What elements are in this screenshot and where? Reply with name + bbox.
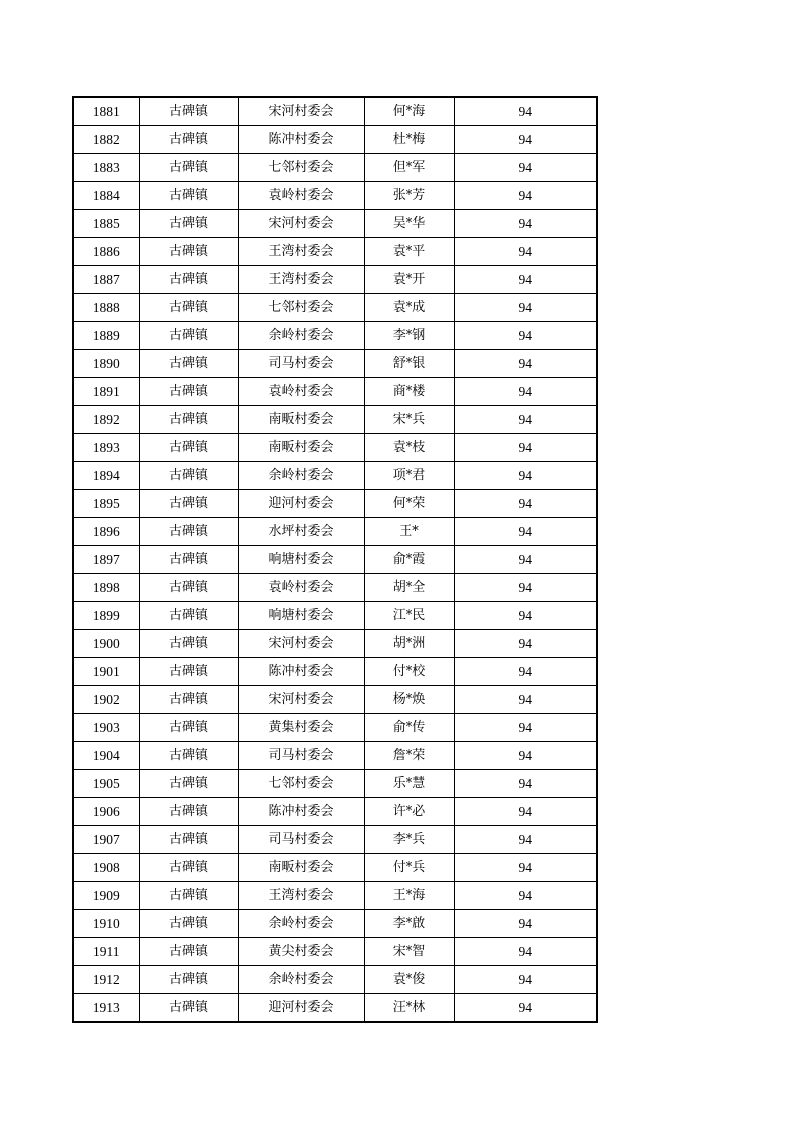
town-cell: 古碑镇 [139,854,238,882]
masked-name-cell: 汪*林 [364,994,454,1023]
score-cell: 94 [454,770,597,798]
score-cell: 94 [454,182,597,210]
village-committee-cell: 宋河村委会 [238,97,364,126]
score-cell: 94 [454,378,597,406]
village-committee-cell: 余岭村委会 [238,910,364,938]
table-row [73,378,597,406]
village-committee-cell: 宋河村委会 [238,210,364,238]
village-committee-cell: 七邻村委会 [238,770,364,798]
table-row [73,994,597,1023]
table-row [73,854,597,882]
town-cell: 古碑镇 [139,742,238,770]
score-cell: 94 [454,938,597,966]
village-committee-cell: 水坪村委会 [238,518,364,546]
village-committee-cell: 南畈村委会 [238,434,364,462]
town-cell: 古碑镇 [139,406,238,434]
table-row [73,154,597,182]
village-committee-cell: 王湾村委会 [238,882,364,910]
masked-name-cell: 吴*华 [364,210,454,238]
score-cell: 94 [454,854,597,882]
town-cell: 古碑镇 [139,97,238,126]
serial-number-cell: 1899 [73,602,139,630]
town-cell: 古碑镇 [139,462,238,490]
table-row [73,238,597,266]
table-row [73,602,597,630]
village-committee-cell: 响塘村委会 [238,546,364,574]
masked-name-cell: 江*民 [364,602,454,630]
score-cell: 94 [454,210,597,238]
serial-number-cell: 1887 [73,266,139,294]
score-cell: 94 [454,434,597,462]
serial-number-cell: 1907 [73,826,139,854]
serial-number-cell: 1886 [73,238,139,266]
score-cell: 94 [454,798,597,826]
score-cell: 94 [454,574,597,602]
table-row [73,294,597,322]
village-committee-cell: 司马村委会 [238,742,364,770]
masked-name-cell: 袁*俊 [364,966,454,994]
village-committee-cell: 袁岭村委会 [238,574,364,602]
village-committee-cell: 袁岭村委会 [238,378,364,406]
table-row [73,574,597,602]
score-cell: 94 [454,462,597,490]
village-committee-cell: 七邻村委会 [238,294,364,322]
table-row [73,882,597,910]
table-row [73,686,597,714]
table-row [73,518,597,546]
masked-name-cell: 袁*平 [364,238,454,266]
village-committee-cell: 迎河村委会 [238,994,364,1023]
table-row [73,658,597,686]
village-committee-cell: 响塘村委会 [238,602,364,630]
table-row [73,966,597,994]
village-committee-cell: 南畈村委会 [238,406,364,434]
village-committee-cell: 陈冲村委会 [238,658,364,686]
town-cell: 古碑镇 [139,490,238,518]
table-row [73,490,597,518]
serial-number-cell: 1882 [73,126,139,154]
table-row [73,97,597,126]
table-row [73,210,597,238]
masked-name-cell: 付*兵 [364,854,454,882]
serial-number-cell: 1912 [73,966,139,994]
table-row [73,630,597,658]
score-cell: 94 [454,266,597,294]
masked-name-cell: 袁*开 [364,266,454,294]
score-cell: 94 [454,630,597,658]
town-cell: 古碑镇 [139,966,238,994]
serial-number-cell: 1906 [73,798,139,826]
serial-number-cell: 1885 [73,210,139,238]
masked-name-cell: 但*军 [364,154,454,182]
table-row [73,350,597,378]
roster-table-body [73,97,597,1022]
town-cell: 古碑镇 [139,770,238,798]
town-cell: 古碑镇 [139,434,238,462]
masked-name-cell: 李*兵 [364,826,454,854]
masked-name-cell: 商*楼 [364,378,454,406]
table-row [73,322,597,350]
table-row [73,714,597,742]
village-committee-cell: 南畈村委会 [238,854,364,882]
table-row [73,266,597,294]
serial-number-cell: 1903 [73,714,139,742]
score-cell: 94 [454,126,597,154]
score-cell: 94 [454,322,597,350]
town-cell: 古碑镇 [139,518,238,546]
table-row [73,462,597,490]
masked-name-cell: 李*啟 [364,910,454,938]
table-row [73,182,597,210]
roster-table [72,96,598,1023]
serial-number-cell: 1881 [73,97,139,126]
table-row [73,770,597,798]
village-committee-cell: 司马村委会 [238,350,364,378]
masked-name-cell: 杨*焕 [364,686,454,714]
score-cell: 94 [454,97,597,126]
score-cell: 94 [454,910,597,938]
serial-number-cell: 1901 [73,658,139,686]
town-cell: 古碑镇 [139,826,238,854]
town-cell: 古碑镇 [139,658,238,686]
town-cell: 古碑镇 [139,938,238,966]
masked-name-cell: 李*钢 [364,322,454,350]
score-cell: 94 [454,238,597,266]
serial-number-cell: 1892 [73,406,139,434]
score-cell: 94 [454,882,597,910]
town-cell: 古碑镇 [139,994,238,1023]
village-committee-cell: 司马村委会 [238,826,364,854]
masked-name-cell: 乐*慧 [364,770,454,798]
score-cell: 94 [454,658,597,686]
village-committee-cell: 王湾村委会 [238,266,364,294]
table-row [73,798,597,826]
town-cell: 古碑镇 [139,798,238,826]
masked-name-cell: 杜*梅 [364,126,454,154]
village-committee-cell: 宋河村委会 [238,686,364,714]
serial-number-cell: 1909 [73,882,139,910]
town-cell: 古碑镇 [139,154,238,182]
town-cell: 古碑镇 [139,630,238,658]
masked-name-cell: 许*必 [364,798,454,826]
masked-name-cell: 付*校 [364,658,454,686]
score-cell: 94 [454,350,597,378]
masked-name-cell: 何*海 [364,97,454,126]
town-cell: 古碑镇 [139,182,238,210]
masked-name-cell: 胡*洲 [364,630,454,658]
village-committee-cell: 余岭村委会 [238,462,364,490]
town-cell: 古碑镇 [139,238,238,266]
town-cell: 古碑镇 [139,714,238,742]
score-cell: 94 [454,742,597,770]
serial-number-cell: 1902 [73,686,139,714]
table-row [73,742,597,770]
score-cell: 94 [454,994,597,1023]
masked-name-cell: 王* [364,518,454,546]
serial-number-cell: 1897 [73,546,139,574]
masked-name-cell: 袁*枝 [364,434,454,462]
serial-number-cell: 1904 [73,742,139,770]
masked-name-cell: 俞*传 [364,714,454,742]
score-cell: 94 [454,546,597,574]
town-cell: 古碑镇 [139,266,238,294]
score-cell: 94 [454,406,597,434]
serial-number-cell: 1895 [73,490,139,518]
town-cell: 古碑镇 [139,378,238,406]
masked-name-cell: 舒*银 [364,350,454,378]
table-row [73,434,597,462]
masked-name-cell: 王*海 [364,882,454,910]
village-committee-cell: 陈冲村委会 [238,126,364,154]
masked-name-cell: 项*君 [364,462,454,490]
town-cell: 古碑镇 [139,910,238,938]
masked-name-cell: 宋*智 [364,938,454,966]
score-cell: 94 [454,154,597,182]
village-committee-cell: 宋河村委会 [238,630,364,658]
table-row [73,546,597,574]
score-cell: 94 [454,294,597,322]
village-committee-cell: 七邻村委会 [238,154,364,182]
town-cell: 古碑镇 [139,210,238,238]
village-committee-cell: 袁岭村委会 [238,182,364,210]
town-cell: 古碑镇 [139,350,238,378]
table-row [73,126,597,154]
town-cell: 古碑镇 [139,322,238,350]
serial-number-cell: 1905 [73,770,139,798]
town-cell: 古碑镇 [139,294,238,322]
score-cell: 94 [454,714,597,742]
serial-number-cell: 1911 [73,938,139,966]
serial-number-cell: 1896 [73,518,139,546]
village-committee-cell: 余岭村委会 [238,322,364,350]
town-cell: 古碑镇 [139,126,238,154]
town-cell: 古碑镇 [139,882,238,910]
town-cell: 古碑镇 [139,574,238,602]
masked-name-cell: 詹*荣 [364,742,454,770]
serial-number-cell: 1890 [73,350,139,378]
serial-number-cell: 1894 [73,462,139,490]
score-cell: 94 [454,518,597,546]
village-committee-cell: 余岭村委会 [238,966,364,994]
score-cell: 94 [454,602,597,630]
masked-name-cell: 俞*霞 [364,546,454,574]
masked-name-cell: 胡*全 [364,574,454,602]
serial-number-cell: 1891 [73,378,139,406]
score-cell: 94 [454,966,597,994]
village-committee-cell: 迎河村委会 [238,490,364,518]
serial-number-cell: 1884 [73,182,139,210]
serial-number-cell: 1893 [73,434,139,462]
serial-number-cell: 1898 [73,574,139,602]
village-committee-cell: 黄集村委会 [238,714,364,742]
score-cell: 94 [454,686,597,714]
serial-number-cell: 1888 [73,294,139,322]
masked-name-cell: 何*荣 [364,490,454,518]
village-committee-cell: 黄尖村委会 [238,938,364,966]
serial-number-cell: 1900 [73,630,139,658]
table-row [73,406,597,434]
score-cell: 94 [454,490,597,518]
serial-number-cell: 1913 [73,994,139,1023]
serial-number-cell: 1908 [73,854,139,882]
town-cell: 古碑镇 [139,602,238,630]
masked-name-cell: 宋*兵 [364,406,454,434]
table-row [73,938,597,966]
table-row [73,910,597,938]
serial-number-cell: 1889 [73,322,139,350]
village-committee-cell: 王湾村委会 [238,238,364,266]
serial-number-cell: 1910 [73,910,139,938]
table-row [73,826,597,854]
serial-number-cell: 1883 [73,154,139,182]
town-cell: 古碑镇 [139,546,238,574]
village-committee-cell: 陈冲村委会 [238,798,364,826]
town-cell: 古碑镇 [139,686,238,714]
masked-name-cell: 张*芳 [364,182,454,210]
score-cell: 94 [454,826,597,854]
masked-name-cell: 袁*成 [364,294,454,322]
